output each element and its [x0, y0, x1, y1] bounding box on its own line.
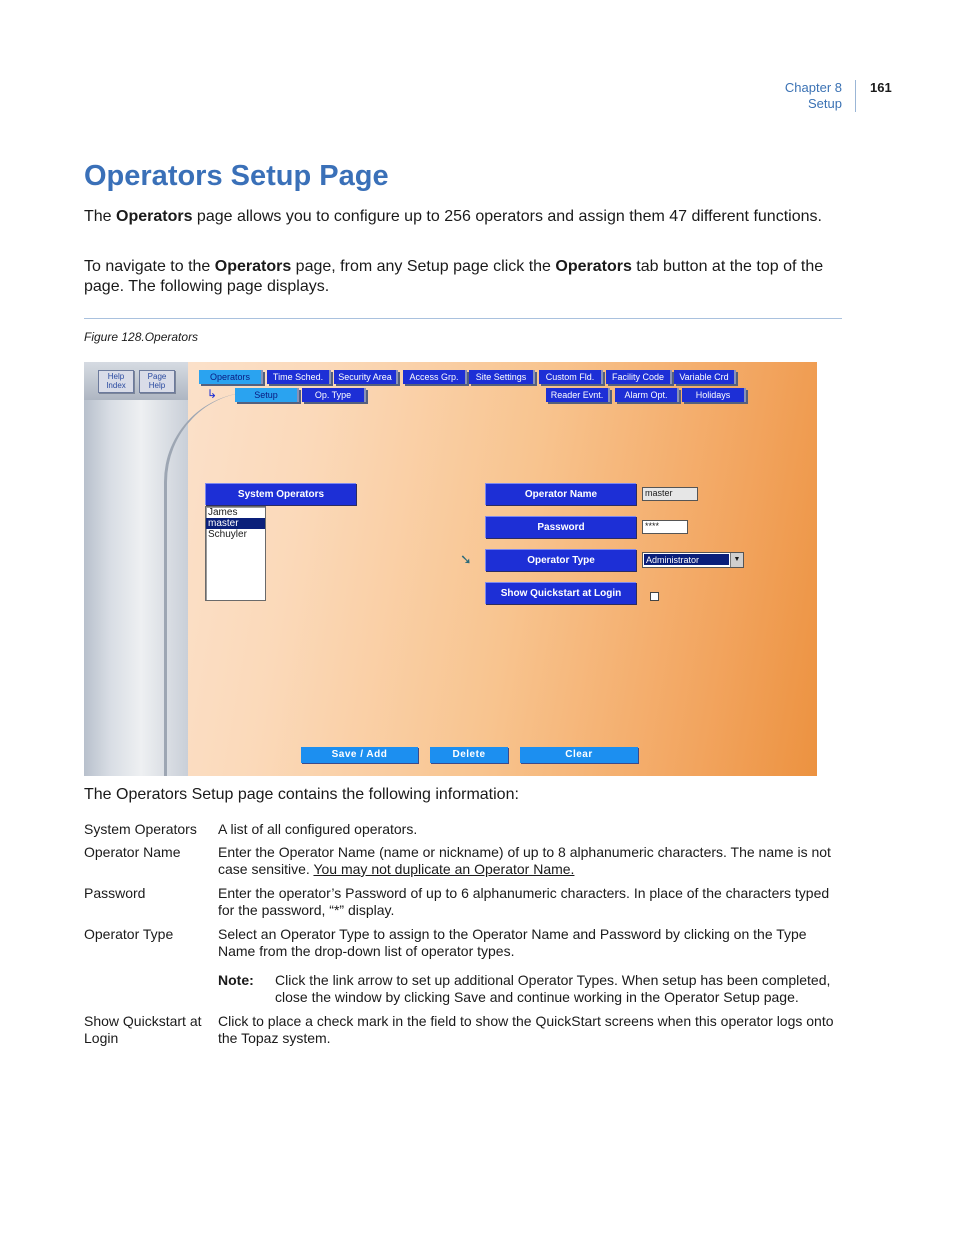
tab-reader-evnt[interactable]: Reader Evnt. — [546, 388, 610, 402]
help-index-button[interactable] — [98, 370, 134, 393]
text-run: page allows you to configure up to 256 operators and assign them 47 different functions. — [192, 208, 822, 225]
desc-show-quickstart: Click to place a check mark in the field to show the QuickStart screens when this operator logs onto the Topaz system. — [218, 1013, 834, 1046]
term-operator-type: Operator Type — [84, 926, 174, 942]
show-quickstart-label: Show Quickstart at Login — [485, 582, 636, 604]
info-intro: The Operators Setup page contains the following information: — [84, 786, 519, 803]
tab-alarm-opt[interactable]: Alarm Opt. — [615, 388, 679, 402]
page-help-button[interactable] — [139, 370, 175, 393]
button-text: Page — [147, 372, 167, 381]
running-header — [785, 80, 842, 112]
underlined-text: You may not duplicate an Operator Name. — [313, 861, 575, 877]
delete-button[interactable]: Delete — [430, 747, 508, 763]
bold-term: Operators — [116, 208, 193, 225]
system-operators-list[interactable] — [205, 506, 266, 601]
list-item-selected[interactable]: master — [206, 518, 265, 529]
operator-type-value: Administrator — [644, 554, 729, 565]
note-label: Note: — [218, 972, 254, 988]
operator-name-label: Operator Name — [485, 483, 636, 505]
operator-type-label: Operator Type — [485, 549, 636, 571]
note-text: Click the link arrow to set up additional Operator Types. When setup has been completed, close the window by clicking Save and continue working in the Operator Setup page. — [275, 972, 831, 1005]
show-quickstart-checkbox[interactable] — [650, 592, 659, 601]
clear-button[interactable]: Clear — [520, 747, 638, 763]
chevron-down-icon[interactable]: ▼ — [730, 553, 743, 567]
text-run: Enter the Operator Name (name or nickname) of up to 8 alphanumeric characters. The name is not case sensitive. — [218, 844, 831, 877]
page-title: Operators Setup Page — [84, 160, 389, 192]
button-text: Help — [148, 381, 166, 390]
section-divider — [84, 318, 842, 319]
desc-operator-type: Select an Operator Type to assign to the Operator Name and Password by clicking on the Type Name from the drop-down list of operator types. — [218, 926, 807, 959]
operator-name-input[interactable]: master — [642, 487, 698, 501]
text-run: tab button at the top of the page. The following page displays. — [84, 258, 824, 295]
tab-site-settings[interactable]: Site Settings — [469, 370, 535, 384]
password-input[interactable]: **** — [642, 520, 688, 534]
bold-term: Operators — [555, 258, 632, 275]
desc-operator-name — [218, 844, 840, 878]
figure-caption: Figure 128.Operators — [84, 330, 199, 344]
tab-setup[interactable]: Setup — [235, 388, 299, 402]
section-label: Setup — [808, 96, 842, 111]
button-text: Help — [107, 372, 125, 381]
term-operator-name: Operator Name — [84, 844, 181, 860]
tab-security-area[interactable]: Security Area — [334, 370, 398, 384]
bold-term: Operators — [214, 258, 292, 275]
page-number: 161 — [870, 80, 892, 95]
tab-time-sched[interactable]: Time Sched. — [267, 370, 331, 384]
header-divider — [855, 80, 856, 112]
tab-custom-fld[interactable]: Custom Fld. — [539, 370, 603, 384]
desc-password: Enter the operator’s Password of up to 6 alphanumeric characters. In place of the characters typed for the password, “*” display. — [218, 885, 830, 918]
link-arrow-icon[interactable]: ➘ — [460, 551, 472, 567]
term-system-operators: System Operators — [84, 821, 197, 837]
system-operators-label: System Operators — [205, 483, 356, 505]
list-item[interactable]: James — [208, 507, 238, 518]
save-add-button[interactable]: Save / Add — [301, 747, 418, 763]
tab-operators[interactable]: Operators — [199, 370, 263, 384]
term-show-quickstart: Show Quickstart at Login — [84, 1013, 202, 1046]
intro-paragraph-1 — [84, 207, 854, 227]
tab-access-grp[interactable]: Access Grp. — [403, 370, 467, 384]
button-text: Index — [106, 381, 126, 390]
operators-screenshot — [84, 362, 817, 776]
tab-op-type[interactable]: Op. Type — [302, 388, 366, 402]
list-item[interactable]: Schuyler — [208, 529, 247, 540]
operator-type-select[interactable] — [642, 552, 744, 568]
term-password: Password — [84, 885, 146, 901]
text-run: page, from any Setup page click the — [291, 258, 556, 275]
text-run: The — [84, 208, 117, 225]
text-run: To navigate to the — [84, 258, 215, 275]
intro-paragraph-2 — [84, 257, 854, 297]
desc-system-operators: A list of all configured operators. — [218, 821, 418, 837]
tab-facility-code[interactable]: Facility Code — [606, 370, 672, 384]
password-label: Password — [485, 516, 636, 538]
chapter-label: Chapter 8 — [784, 80, 842, 95]
back-arrow-icon[interactable]: ↳ — [207, 387, 218, 401]
tab-variable-crd[interactable]: Variable Crd — [674, 370, 736, 384]
tab-holidays[interactable]: Holidays — [682, 388, 746, 402]
